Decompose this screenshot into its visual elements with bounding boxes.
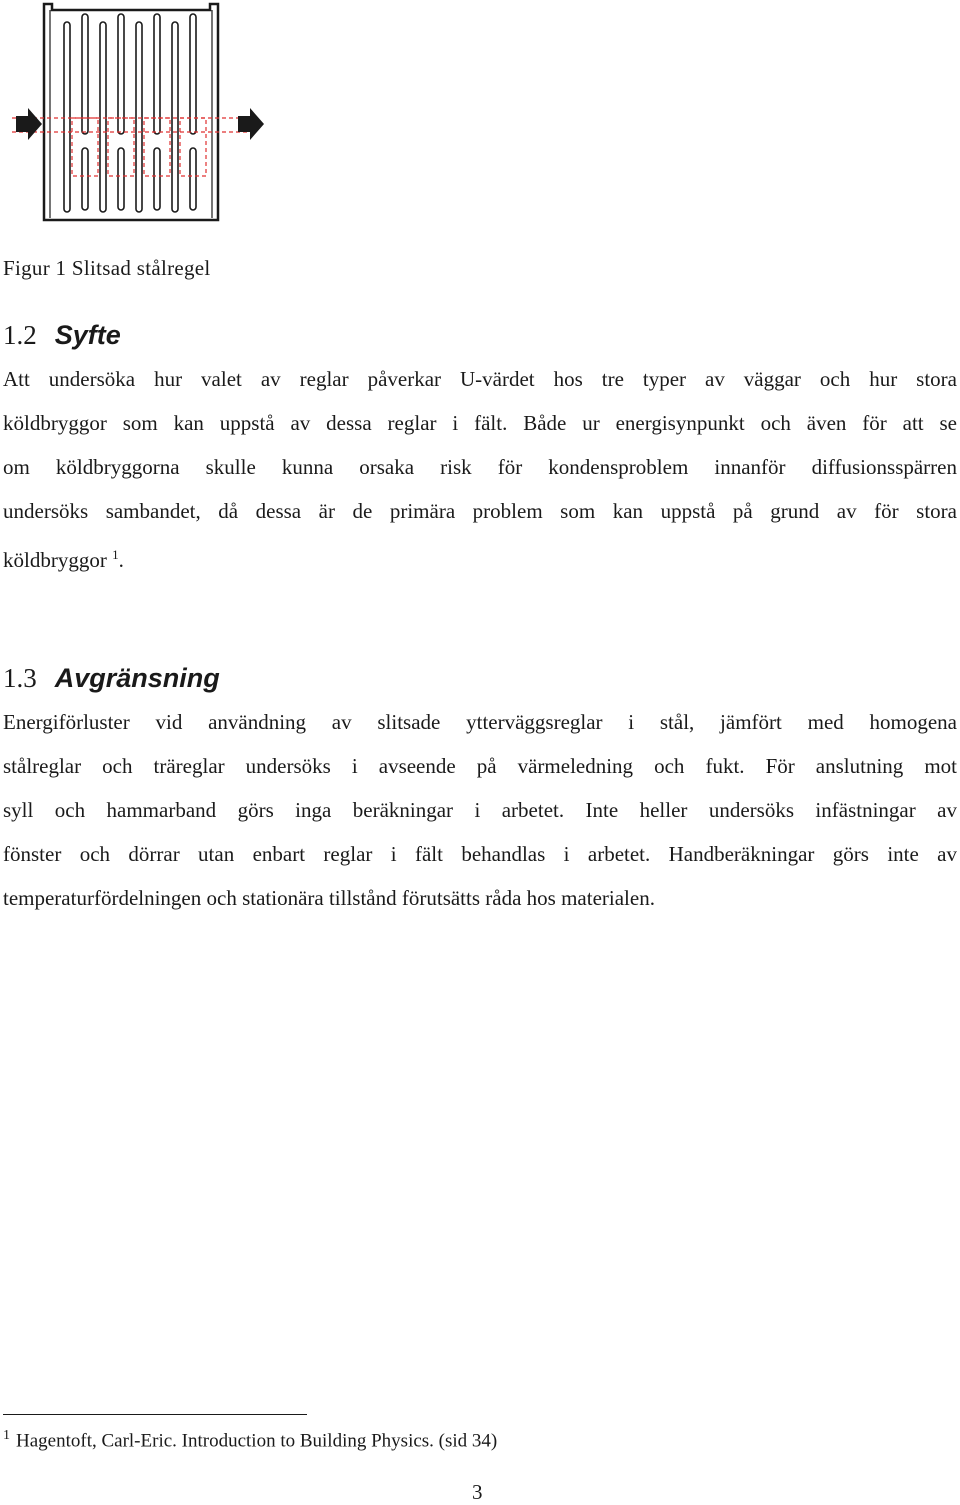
stud-drawing [6, 0, 264, 225]
page-number: 3 [472, 1480, 483, 1504]
section-number: 1.2 [3, 320, 37, 350]
paragraph-avgransning [3, 700, 957, 920]
section-number: 1.3 [3, 663, 37, 693]
slotted-steel-stud-figure [6, 0, 264, 225]
paragraph-line: temperaturfördelningen och stationära tillstånd förutsätts råda hos materialen. [3, 886, 655, 910]
section-heading-avgransning [3, 663, 220, 694]
footnote-divider [3, 1414, 307, 1415]
paragraph-line: om köldbryggorna skulle kunna orsaka risk för kondensproblem innanför diffusionsspärren [3, 455, 957, 479]
paragraph-line: stålreglar och träreglar undersöks i avseende på värmeledning och fukt. För anslutning mot [3, 754, 957, 778]
paragraph-line: syll och hammarband görs inga beräkningar i arbetet. Inte heller undersöks infästningar av [3, 798, 957, 822]
paragraph-line [3, 533, 957, 577]
paragraph-line: Att undersöka hur valet av reglar påverkar U-värdet hos tre typer av väggar och hur stora [3, 367, 957, 391]
paragraph-line: undersöks sambandet, då dessa är de primära problem som kan uppstå på grund av för stora [3, 499, 957, 523]
footnote-reference[interactable]: 1 [112, 547, 119, 562]
section-title: Avgränsning [54, 663, 220, 693]
footnote-mark: 1 [3, 1428, 10, 1443]
arrow-in-icon [16, 108, 42, 140]
footnote [3, 1428, 497, 1452]
sentence-end: . [118, 548, 124, 572]
paragraph-syfte [3, 357, 957, 577]
section-title: Syfte [54, 320, 121, 350]
paragraph-line: fönster och dörrar utan enbart reglar i fält behandlas i arbetet. Handberäkningar görs inte av [3, 842, 957, 866]
footnote-text: Hagentoft, Carl-Eric. Introduction to Building Physics. (sid 34) [16, 1430, 498, 1452]
section-heading-syfte [3, 320, 121, 351]
paragraph-text: köldbryggor [3, 548, 107, 572]
arrow-out-icon [238, 108, 264, 140]
heat-flow-path [12, 118, 252, 176]
paragraph-line: Energiförluster vid användning av slitsade ytterväggsreglar i stål, jämfört med homogena [3, 710, 957, 734]
paragraph-line: köldbryggor som kan uppstå av dessa reglar i fält. Både ur energisynpunkt och även för att se [3, 411, 957, 435]
stud-slots [64, 14, 196, 212]
figure-caption: Figur 1 Slitsad stålregel [3, 256, 211, 280]
